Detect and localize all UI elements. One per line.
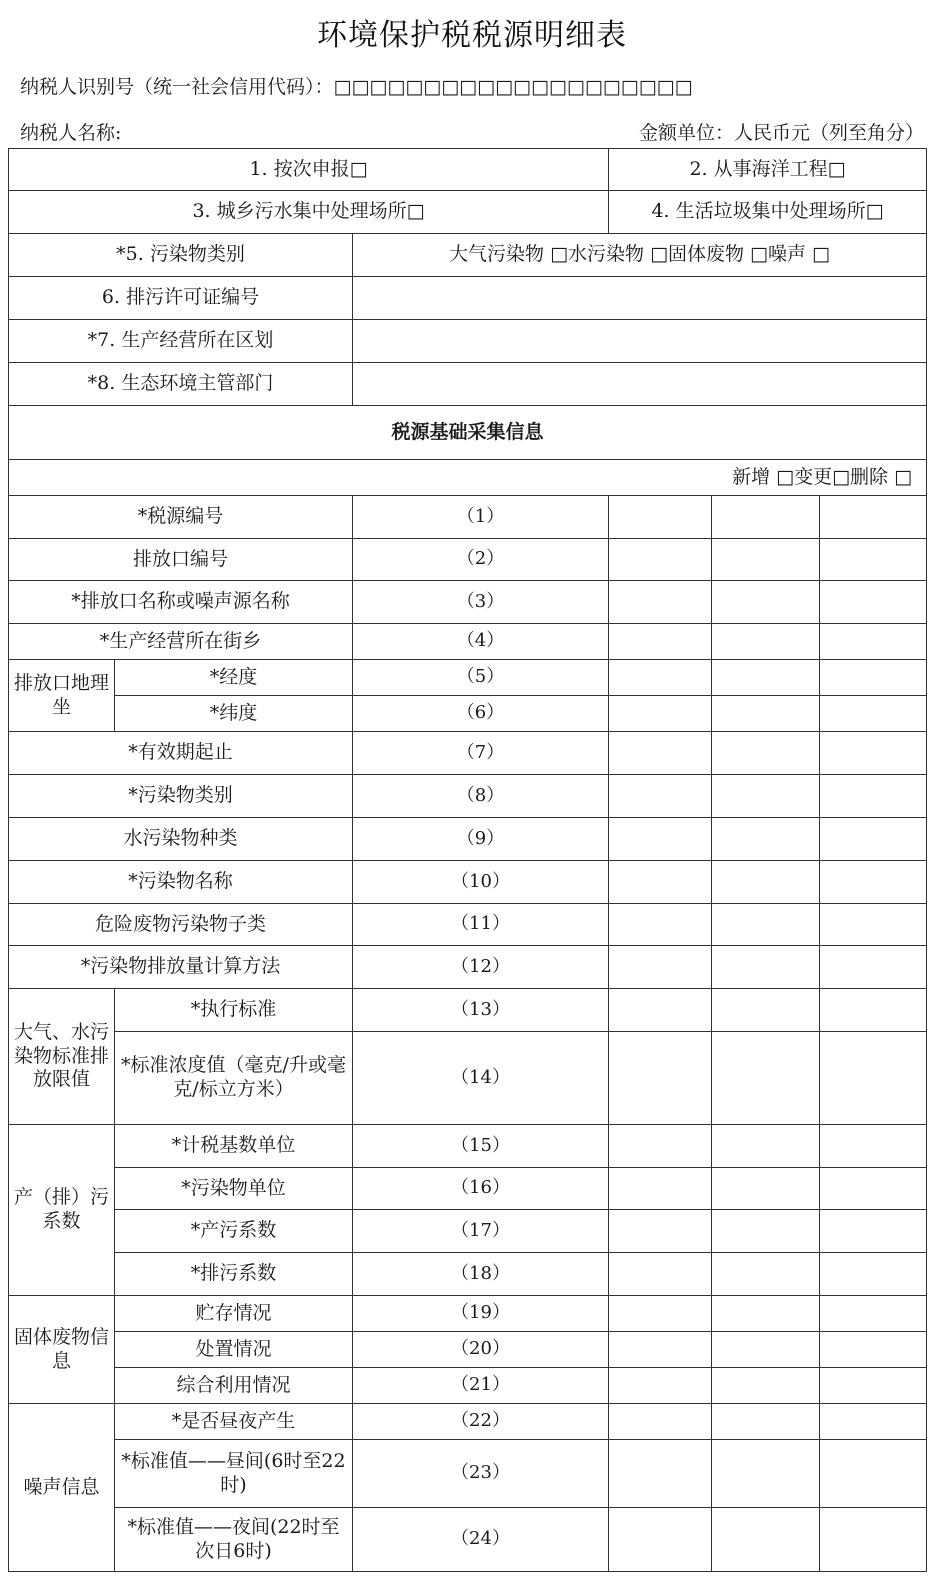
value-cell[interactable]	[712, 1125, 820, 1168]
value-cell[interactable]	[609, 1368, 712, 1404]
row-label: *排污系数	[115, 1253, 353, 1296]
group-air-water-limits: 大气、水污染物标准排放限值	[9, 989, 115, 1125]
row-number: （4）	[353, 624, 609, 660]
pollutant-category-options[interactable]: 大气污染物 □水污染物 □固体废物 □噪声 □	[353, 234, 927, 277]
row-number: （9）	[353, 818, 609, 861]
row-number: （10）	[353, 861, 609, 904]
row-label: *税源编号	[9, 496, 353, 539]
row-number: （20）	[353, 1332, 609, 1368]
row-number: （13）	[353, 989, 609, 1032]
eco-department-label: *8. 生态环境主管部门	[9, 363, 353, 406]
value-cell[interactable]	[712, 1210, 820, 1253]
row-label: *生产经营所在街乡	[9, 624, 353, 660]
group-outlet-geo: 排放口地理坐	[9, 660, 115, 732]
row-label: *污染物单位	[115, 1168, 353, 1210]
value-cell[interactable]	[609, 1253, 712, 1296]
value-cell[interactable]	[820, 904, 927, 946]
value-cell[interactable]	[712, 1168, 820, 1210]
group-coefficients: 产（排）污系数	[9, 1125, 115, 1296]
row-number: （18）	[353, 1253, 609, 1296]
row-number: （24）	[353, 1508, 609, 1572]
value-cell[interactable]	[712, 1440, 820, 1508]
taxpayer-id-boxes[interactable]: □□□□□□□□□□□□□□□□□□□□	[333, 76, 693, 98]
row-label: *污染物名称	[9, 861, 353, 904]
value-cell[interactable]	[609, 1032, 712, 1125]
permit-number-field[interactable]	[353, 277, 927, 320]
value-cell[interactable]	[609, 496, 712, 539]
row-number: （21）	[353, 1368, 609, 1404]
row-label: *污染物类别	[9, 775, 353, 818]
value-cell[interactable]	[609, 581, 712, 624]
value-cell[interactable]	[609, 818, 712, 861]
value-cell[interactable]	[712, 1508, 820, 1572]
value-cell[interactable]	[712, 696, 820, 732]
value-cell[interactable]	[820, 732, 927, 775]
value-cell[interactable]	[820, 818, 927, 861]
value-cell[interactable]	[712, 818, 820, 861]
row-number: （6）	[353, 696, 609, 732]
group-solid-waste: 固体废物信息	[9, 1296, 115, 1404]
section-title: 税源基础采集信息	[9, 406, 927, 460]
row-label: *排放口名称或噪声源名称	[9, 581, 353, 624]
value-cell[interactable]	[712, 660, 820, 696]
value-cell[interactable]	[609, 1210, 712, 1253]
value-cell[interactable]	[609, 989, 712, 1032]
row-label: *执行标准	[115, 989, 353, 1032]
group-noise: 噪声信息	[9, 1404, 115, 1572]
value-cell[interactable]	[712, 1368, 820, 1404]
pollutant-category-label: *5. 污染物类别	[9, 234, 353, 277]
value-cell[interactable]	[820, 1508, 927, 1572]
region-label: *7. 生产经营所在区划	[9, 320, 353, 363]
row-label: 贮存情况	[115, 1296, 353, 1332]
value-cell[interactable]	[820, 696, 927, 732]
section-actions[interactable]: 新增 □变更□删除 □	[9, 460, 927, 496]
value-cell[interactable]	[609, 1332, 712, 1368]
row-number: （15）	[353, 1125, 609, 1168]
row-label: *标准浓度值（毫克/升或毫克/标立方米）	[115, 1032, 353, 1125]
row-number: （14）	[353, 1032, 609, 1125]
value-cell[interactable]	[820, 989, 927, 1032]
value-cell[interactable]	[712, 1253, 820, 1296]
value-cell[interactable]	[712, 624, 820, 660]
eco-department-field[interactable]	[353, 363, 927, 406]
row-label: *污染物排放量计算方法	[9, 946, 353, 989]
value-cell[interactable]	[712, 946, 820, 989]
value-cell[interactable]	[820, 946, 927, 989]
row-number: （2）	[353, 539, 609, 581]
value-cell[interactable]	[609, 1404, 712, 1440]
value-cell[interactable]	[820, 861, 927, 904]
value-cell[interactable]	[820, 1440, 927, 1508]
row-label: *有效期起止	[9, 732, 353, 775]
row-label: *经度	[115, 660, 353, 696]
row-number: （5）	[353, 660, 609, 696]
row-number: （3）	[353, 581, 609, 624]
value-cell[interactable]	[609, 1168, 712, 1210]
value-cell[interactable]	[712, 1296, 820, 1332]
value-cell[interactable]	[820, 496, 927, 539]
value-cell[interactable]	[712, 581, 820, 624]
value-cell[interactable]	[609, 1440, 712, 1508]
row-label: *产污系数	[115, 1210, 353, 1253]
option-per-filing[interactable]: 1. 按次申报□	[9, 149, 609, 191]
tax-source-table	[8, 148, 927, 1572]
row-number: （7）	[353, 732, 609, 775]
value-cell[interactable]	[820, 1332, 927, 1368]
row-number: （23）	[353, 1440, 609, 1508]
value-cell[interactable]	[609, 1125, 712, 1168]
value-cell[interactable]	[712, 1332, 820, 1368]
row-label: 排放口编号	[9, 539, 353, 581]
value-cell[interactable]	[820, 1253, 927, 1296]
value-cell[interactable]	[820, 624, 927, 660]
permit-number-label: 6. 排污许可证编号	[9, 277, 353, 320]
form-title: 环境保护税税源明细表	[317, 18, 627, 53]
value-cell[interactable]	[712, 989, 820, 1032]
value-cell[interactable]	[820, 1210, 927, 1253]
value-cell[interactable]	[712, 732, 820, 775]
value-cell[interactable]	[609, 861, 712, 904]
row-label: *标准值——夜间(22时至次日6时)	[115, 1508, 353, 1572]
row-number: （16）	[353, 1168, 609, 1210]
row-label: *计税基数单位	[115, 1125, 353, 1168]
taxpayer-id-row	[20, 72, 693, 99]
value-cell[interactable]	[820, 1125, 927, 1168]
row-label: 综合利用情况	[115, 1368, 353, 1404]
value-cell[interactable]	[820, 1296, 927, 1332]
row-number: （19）	[353, 1296, 609, 1332]
value-cell[interactable]	[609, 775, 712, 818]
row-number: （22）	[353, 1404, 609, 1440]
row-label: *标准值——昼间(6时至22时)	[115, 1440, 353, 1508]
row-label: 水污染物种类	[9, 818, 353, 861]
value-cell[interactable]	[609, 539, 712, 581]
value-cell[interactable]	[609, 1296, 712, 1332]
row-number: （8）	[353, 775, 609, 818]
row-label: 处置情况	[115, 1332, 353, 1368]
value-cell[interactable]	[609, 696, 712, 732]
taxpayer-id-label: 纳税人识别号（统一社会信用代码）：	[20, 76, 334, 98]
value-cell[interactable]	[609, 732, 712, 775]
value-cell[interactable]	[820, 775, 927, 818]
value-cell[interactable]	[712, 904, 820, 946]
row-number: （11）	[353, 904, 609, 946]
value-cell[interactable]	[820, 1168, 927, 1210]
value-cell[interactable]	[820, 1368, 927, 1404]
taxpayer-name-label: 纳税人名称:	[20, 122, 122, 144]
value-cell[interactable]	[712, 1032, 820, 1125]
value-cell[interactable]	[820, 581, 927, 624]
value-cell[interactable]	[712, 1404, 820, 1440]
value-cell[interactable]	[609, 1508, 712, 1572]
value-cell[interactable]	[609, 624, 712, 660]
row-label: *纬度	[115, 696, 353, 732]
value-cell[interactable]	[609, 660, 712, 696]
value-cell[interactable]	[712, 539, 820, 581]
value-cell[interactable]	[712, 496, 820, 539]
value-cell[interactable]	[609, 904, 712, 946]
value-cell[interactable]	[820, 1032, 927, 1125]
value-cell[interactable]	[820, 539, 927, 581]
value-cell[interactable]	[820, 660, 927, 696]
row-number: （12）	[353, 946, 609, 989]
value-cell[interactable]	[712, 861, 820, 904]
region-field[interactable]	[353, 320, 927, 363]
option-marine-engineering[interactable]: 2. 从事海洋工程□	[609, 149, 927, 191]
value-cell[interactable]	[820, 1404, 927, 1440]
amount-unit: 金额单位：人民币元（列至角分）	[638, 122, 924, 144]
row-number: （1）	[353, 496, 609, 539]
option-garbage-treatment[interactable]: 4. 生活垃圾集中处理场所□	[609, 191, 927, 234]
option-sewage-treatment[interactable]: 3. 城乡污水集中处理场所□	[9, 191, 609, 234]
row-number: （17）	[353, 1210, 609, 1253]
row-label: 危险废物污染物子类	[9, 904, 353, 946]
row-label: *是否昼夜产生	[115, 1404, 353, 1440]
value-cell[interactable]	[712, 775, 820, 818]
value-cell[interactable]	[609, 946, 712, 989]
